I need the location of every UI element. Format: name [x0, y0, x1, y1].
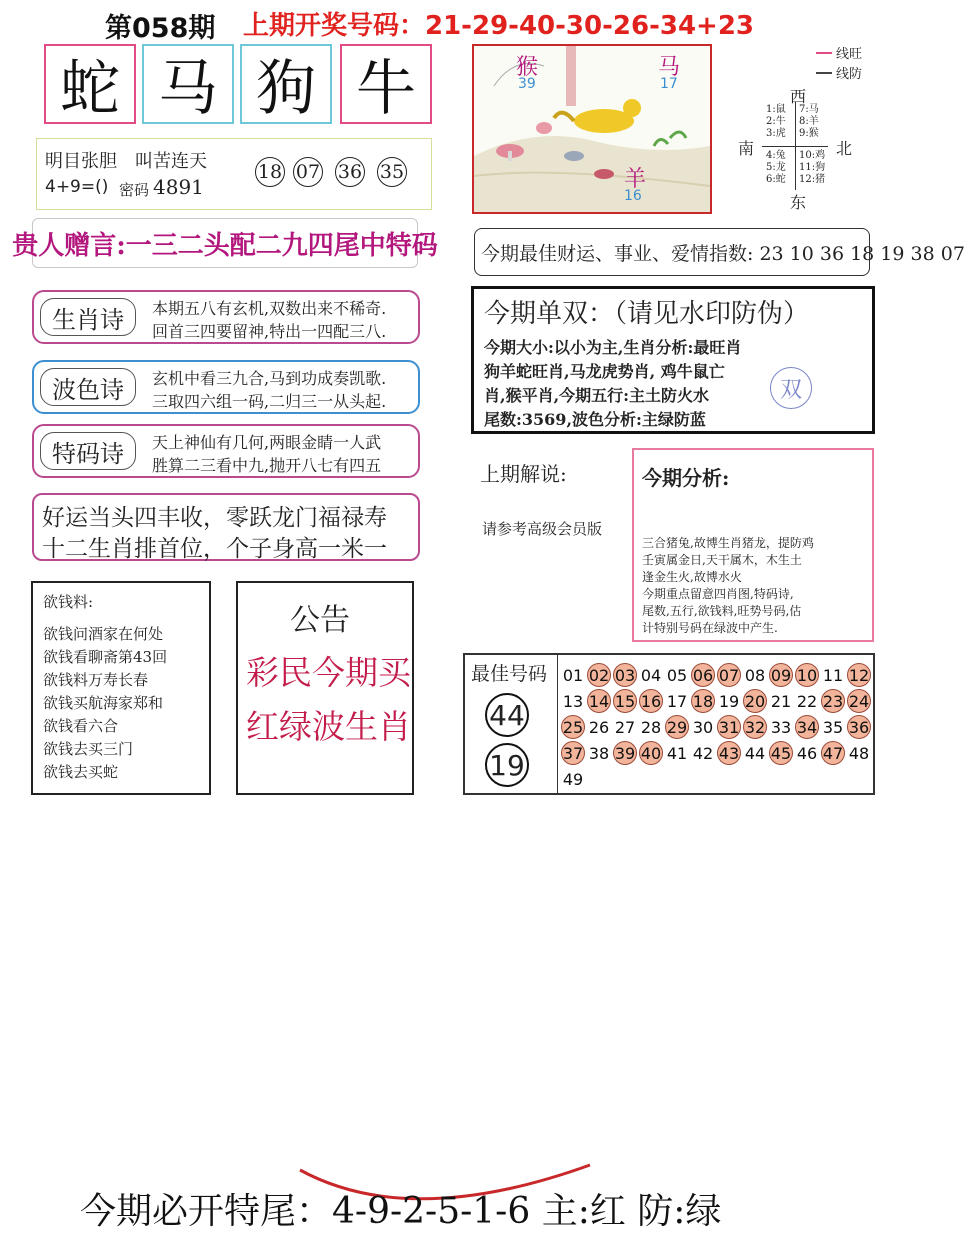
number-ball: 27: [614, 717, 636, 737]
number-ball: 28: [640, 717, 662, 737]
issue-number: 第058期: [105, 13, 216, 44]
compass-item: 7:马: [799, 104, 819, 115]
number-ball: 47: [821, 741, 845, 765]
number-ball: 08: [744, 665, 766, 685]
money-item: 欲钱看六合: [43, 717, 119, 735]
number-ball: 14: [587, 689, 611, 713]
lucky-saying: [32, 493, 420, 561]
fortune-index: 今期最佳财运、事业、爱情指数: 23 10 36 18 19 38 07: [474, 228, 870, 276]
zodiac-box-1: 蛇: [44, 44, 136, 124]
zodiac-picture: [472, 44, 712, 214]
poem-label: 特码诗: [40, 432, 136, 470]
number-ball: 34: [795, 715, 819, 739]
number-ball: 01: [562, 665, 584, 685]
number-ball: 15: [613, 689, 637, 713]
zodiac-box-3: 狗: [240, 44, 332, 124]
number-ball: 31: [717, 715, 741, 739]
money-item: 欲钱料万寿长春: [43, 671, 149, 689]
number-ball: 06: [691, 663, 715, 687]
poem-line: 本期五八有玄机,双数出来不稀奇.: [152, 299, 387, 318]
best-numbers-box: [463, 653, 875, 795]
number-ball: 24: [847, 689, 871, 713]
circled-number: 35: [377, 157, 407, 187]
number-ball: 09: [769, 663, 793, 687]
compass-west: 西: [790, 87, 807, 106]
compass-cell: [799, 104, 819, 140]
money-item: 欲钱买航海家郑和: [43, 694, 164, 712]
legend-label: 线防: [836, 67, 863, 82]
number-ball: 26: [588, 717, 610, 737]
compass-item: 10:鸡: [799, 150, 826, 161]
compass-cell: [799, 150, 825, 186]
number-ball: 13: [562, 691, 584, 711]
odd-even-box: [471, 286, 875, 434]
legend-label: 线旺: [836, 47, 863, 62]
odd-even-line: 狗羊蛇旺肖,马龙虎势肖, 鸡牛鼠亡: [484, 362, 725, 381]
best-numbers-label: 最佳号码: [471, 663, 548, 685]
number-ball: 41: [666, 743, 688, 763]
notice-line: 红绿波生肖: [246, 707, 411, 746]
number-ball: 19: [718, 691, 740, 711]
compass-item: 6:蛇: [766, 174, 786, 185]
watermark-stamp: 双: [770, 367, 812, 409]
analysis-line: 尾数,五行,欲钱料,旺势号码,估: [642, 604, 802, 618]
number-ball: 20: [743, 689, 767, 713]
analysis-line: 计特别号码在绿波中产生.: [642, 621, 778, 635]
poem-label: 生肖诗: [40, 298, 136, 336]
special-tail-line: 今期必开特尾：4-9-2-5-1-6 主:红 防:绿: [80, 1191, 722, 1232]
guiren-message: 贵人赠言:一三二头配二九四尾中特码: [32, 218, 418, 268]
number-ball: 39: [613, 741, 637, 765]
circled-number: 07: [293, 157, 323, 187]
number-ball: 25: [561, 715, 585, 739]
number-ball: 12: [847, 663, 871, 687]
compass-cell: [766, 150, 786, 186]
compass-item: 1:鼠: [766, 104, 786, 115]
number-ball: 23: [821, 689, 845, 713]
number-ball: 21: [770, 691, 792, 711]
number-ball: 42: [692, 743, 714, 763]
notice-box: [236, 581, 414, 795]
odd-even-line: 尾数:3569,波色分析:主绿防蓝: [484, 410, 706, 429]
number-ball: 11: [822, 665, 844, 685]
number-ball: 07: [717, 663, 741, 687]
money-item: 欲钱去买蛇: [43, 763, 119, 781]
money-title: 欲钱料:: [43, 593, 94, 611]
sheep-label: 羊: [624, 167, 647, 192]
poem-line: 三取四六组一码,二归三一从头起.: [152, 392, 387, 411]
odd-even-title: 今期单双：（请见水印防伪）: [484, 299, 810, 329]
odd-even-line: 肖,猴平肖,今期五行:主土防火水: [484, 386, 710, 405]
riddle-line: 明目张胆 叫苦连天: [45, 151, 207, 172]
saying-line: 十二生肖排首位，个子身高一米一: [42, 536, 387, 562]
number-ball: 48: [848, 743, 870, 763]
monkey-number: 39: [518, 76, 536, 92]
number-ball: 44: [744, 743, 766, 763]
special-poem-box: [32, 424, 420, 478]
last-draw-numbers: 上期开奖号码：21-29-40-30-26-34+23: [243, 11, 755, 41]
notice-line: 彩民今期买: [246, 653, 411, 692]
number-ball: 45: [769, 741, 793, 765]
analysis-line: 今期重点留意四肖图,特码诗,: [642, 587, 794, 601]
number-ball: 30: [692, 717, 714, 737]
number-ball: 33: [770, 717, 792, 737]
compass-item: 11:狗: [799, 162, 826, 173]
number-ball: 46: [796, 743, 818, 763]
horse-label: 马: [658, 55, 681, 80]
analysis-line: 逢金生火,故博水火: [642, 570, 742, 584]
compass-east: 东: [790, 193, 807, 212]
last-explain-title: 上期解说:: [480, 462, 567, 486]
analysis-box: [632, 448, 874, 642]
number-ball: 32: [743, 715, 767, 739]
number-ball: 43: [717, 741, 741, 765]
legend-red-line: [816, 52, 832, 54]
number-ball: 36: [847, 715, 871, 739]
compass-hline: [762, 146, 828, 147]
circled-number: 36: [335, 157, 365, 187]
compass-item: 4:兔: [766, 150, 786, 161]
analysis-title: 今期分析:: [642, 466, 730, 490]
code-label: 密码: [119, 181, 150, 199]
number-ball: 10: [795, 663, 819, 687]
money-item: 欲钱去买三门: [43, 740, 134, 758]
compass-item: 2:牛: [766, 116, 786, 127]
poem-line: 玄机中看三九合,马到功成奏凯歌.: [152, 369, 387, 388]
compass-item: 3:虎: [766, 128, 786, 139]
notice-title: 公告: [290, 603, 350, 638]
number-ball: 05: [666, 665, 688, 685]
compass-item: 5:龙: [766, 162, 786, 173]
compass-north: 北: [836, 139, 853, 158]
compass-item: 8:羊: [799, 116, 819, 127]
poem-line: 天上神仙有几何,两眼金睛一人武: [152, 433, 382, 452]
compass-item: 9:猴: [799, 128, 819, 139]
horse-number: 17: [660, 76, 678, 92]
compass-cell: [766, 104, 786, 140]
number-ball: 49: [562, 769, 584, 789]
riddle-formula: 4+9=(): [45, 177, 109, 197]
number-ball: 03: [613, 663, 637, 687]
saying-line: 好运当头四丰收，零跃龙门福禄寿: [42, 505, 387, 531]
compass-item: 12:猪: [799, 174, 826, 185]
money-item: 欲钱问酒家在何处: [43, 625, 164, 643]
number-grid: [561, 655, 873, 795]
number-ball: 40: [639, 741, 663, 765]
money-item: 欲钱看聊斋第43回: [43, 648, 168, 666]
number-ball: 17: [666, 691, 688, 711]
number-ball: 16: [639, 689, 663, 713]
zodiac-box-4: 牛: [340, 44, 432, 124]
money-riddle-box: [31, 581, 211, 795]
number-ball: 35: [822, 717, 844, 737]
monkey-label: 猴: [516, 55, 539, 80]
zodiac-box-2: 马: [142, 44, 234, 124]
last-explain-body: 请参考高级会员版: [482, 520, 603, 538]
odd-even-line: 今期大小:以小为主,生肖分析:最旺肖: [484, 338, 742, 357]
code-value: 4891: [153, 175, 204, 199]
number-ball: 04: [640, 665, 662, 685]
analysis-line: 壬寅属金日,天干属木，木生土: [642, 553, 802, 567]
legend-black-line: [816, 72, 832, 74]
number-ball: 37: [561, 741, 585, 765]
compass-south: 南: [738, 139, 755, 158]
color-poem-box: [32, 360, 420, 414]
zodiac-poem-box: [32, 290, 420, 344]
best-pick-2: 19: [485, 743, 529, 787]
number-ball: 02: [587, 663, 611, 687]
analysis-line: 三合猪兔,故博生肖猪龙，提防鸡: [642, 536, 814, 550]
number-ball: 29: [665, 715, 689, 739]
number-ball: 22: [796, 691, 818, 711]
number-ball: 18: [691, 689, 715, 713]
number-ball: 38: [588, 743, 610, 763]
riddle-box: [36, 138, 432, 210]
sheep-number: 16: [624, 188, 642, 204]
poem-line: 胜算二三看中九,抛开八七有四五: [152, 456, 382, 475]
poem-line: 回首三四要留神,特出一四配三八.: [152, 322, 387, 341]
poem-label: 波色诗: [40, 368, 136, 406]
circled-number: 18: [255, 157, 285, 187]
numbers-divider: [557, 655, 558, 793]
best-pick-1: 44: [485, 693, 529, 737]
